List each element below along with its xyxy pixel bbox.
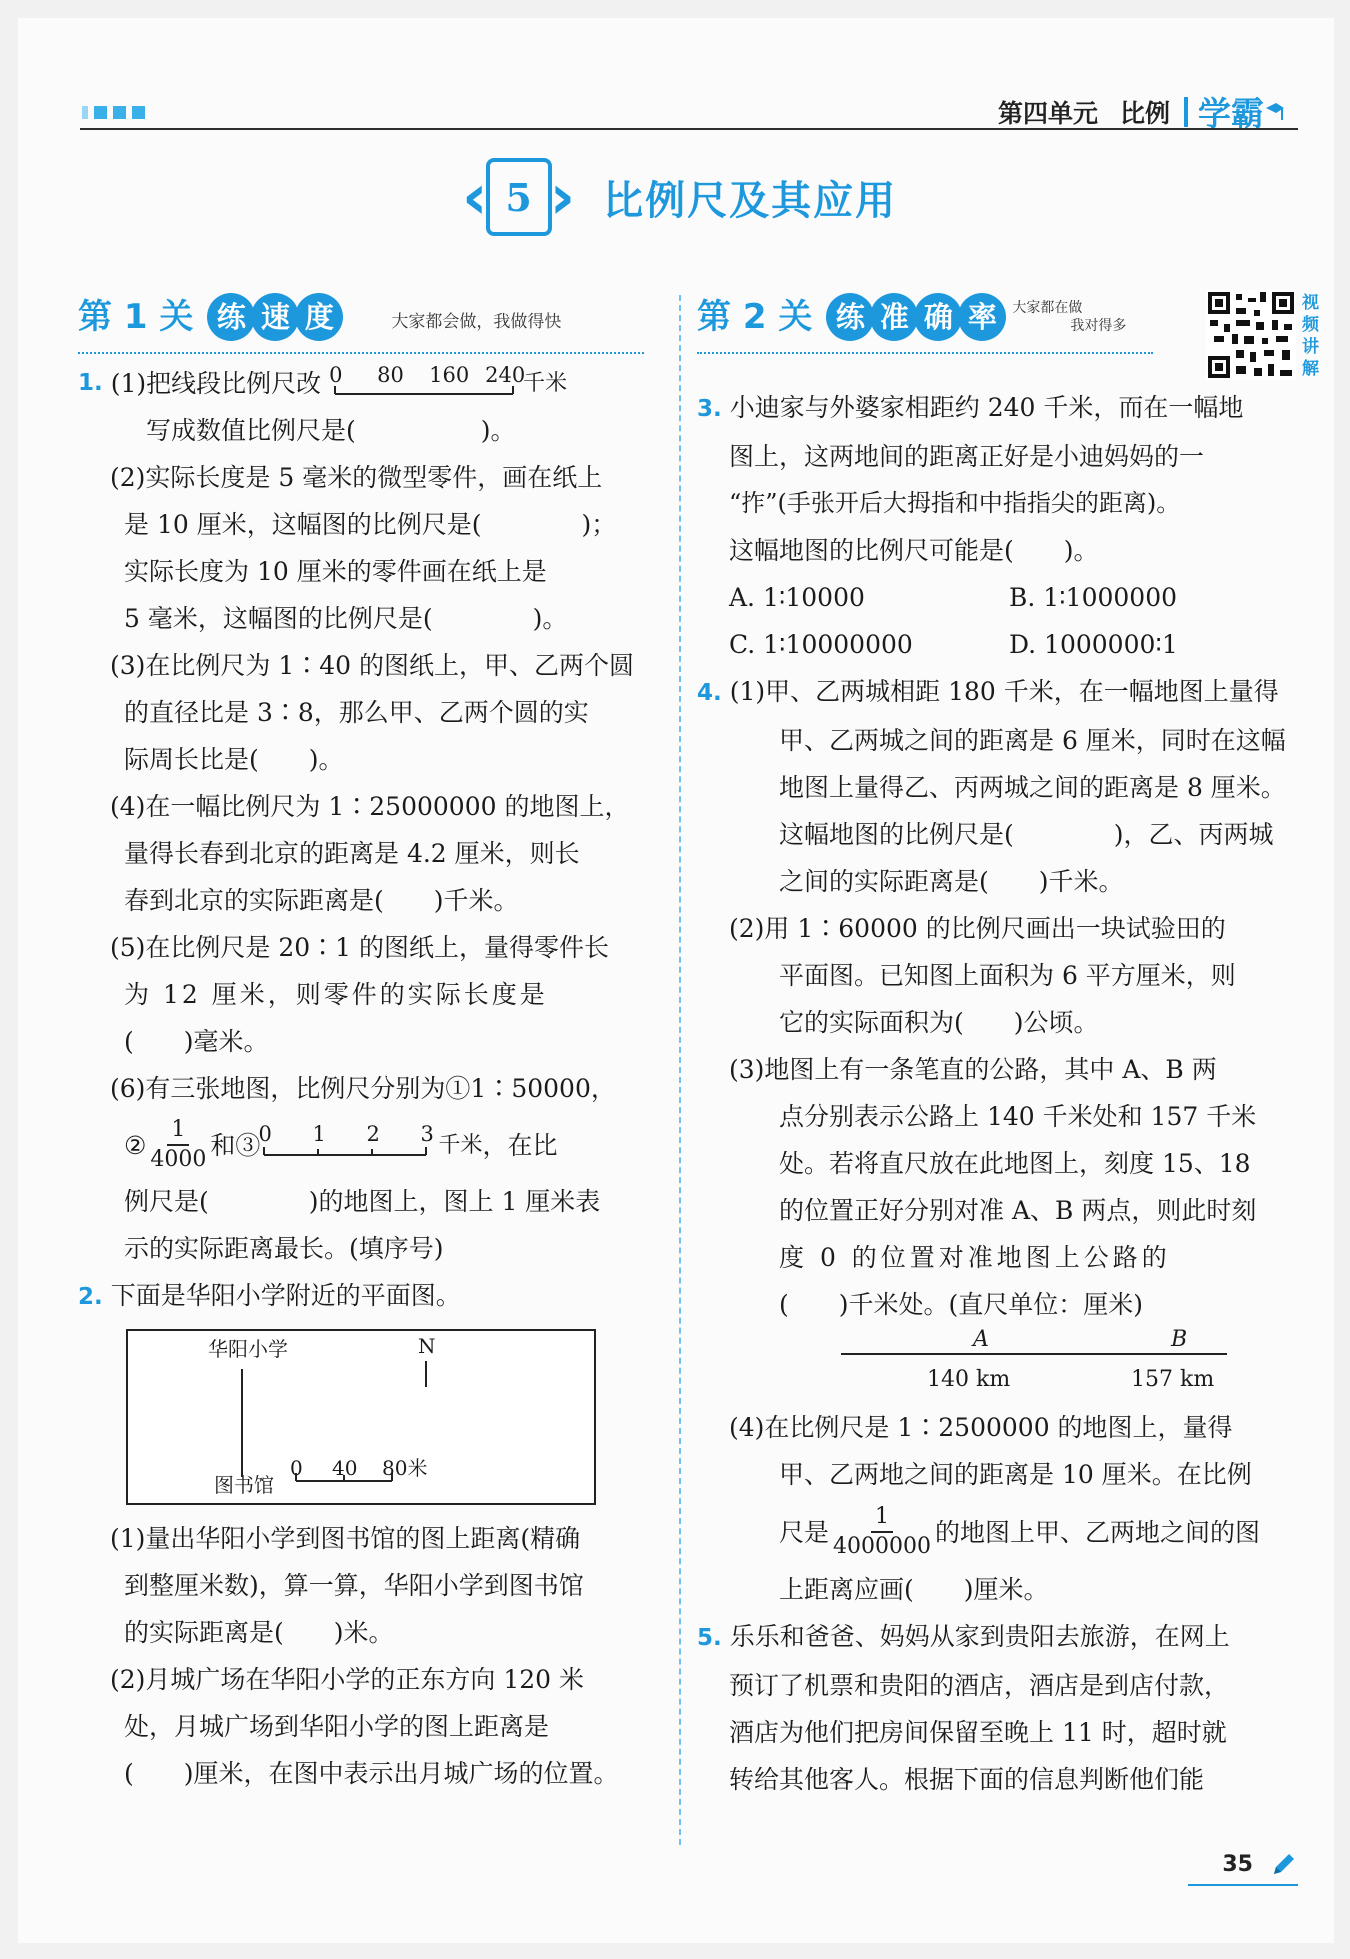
q3-line: 图上，这两地间的距离正好是小迪妈妈的一 [729,442,1205,471]
question-number: 2. [78,1284,103,1310]
q4-part3-line: 处。若将直尺放在此地图上，刻度 15、18 [779,1149,1251,1178]
q1-part1-text: (1)把线段比例尺改 [110,369,322,398]
road-diagram [841,1328,1297,1404]
scale-tick-label: 0 [329,362,343,387]
column-divider [679,295,681,1845]
section-2-slogan: 我对得多 [1070,318,1127,334]
point-a-label: A [973,1327,989,1352]
question-number: 4. [697,680,722,706]
video-explanation-label[interactable]: 视 频 讲 解 [1302,293,1319,379]
q5-line: 酒店为他们把房间保留至晚上 11 时，超时就 [729,1718,1227,1747]
section-1-header [78,286,668,348]
graduation-cap-icon [1264,100,1284,124]
q5-line: 转给其他客人。根据下面的信息判断他们能 [729,1765,1205,1794]
scale-unit: 千米 [438,1132,483,1158]
chevron-right-icon: › [549,160,576,233]
qr-code-icon[interactable] [1206,290,1296,380]
question-4: 4. (1)甲、乙两城相距 180 千米，在一幅地图上量得 甲、乙两城之间的距离是 6 厘米，同时在这幅 地图上量得乙、丙两城之间的距离是 8 厘米。 这幅地图的比例尺是( )，乙、丙两城 之间的实际距离是( )千米。 (2)用 1∶60000 的比例尺画出一块试验田的 平面图。已知图上面积为 6 平方厘米，则 它的实际面积为( )公顷。 (3)地图上有一条笔直的公路，其中 A、B 两 点分别表示公路上 140 千米处和 157 千米 处。若将直尺放在此地图上，刻度 15、18 的位置正好分别对准 A、B 两点，则此时刻 度 0 的位置对准地图上公路的 ( )千米处。(直尺单位：厘米) A B 140 km 157 km (4)在比例尺是 1∶2500000 的地图上，量得 甲、乙两地之间的距离是 10 厘米。在比例 尺是 $\frac{1}{4000000}$ 的地图上甲、乙两地之间的图 上距离应画( )厘米。 [697,668,1297,1613]
question-number: 1. [78,370,103,396]
lesson-title-text: 比例尺及其应用 [603,177,898,224]
chevron-left-icon: ‹ [462,160,488,233]
scale-tick-label: 240 [485,362,526,387]
q1-part6-line: 示的实际距离最长。(填序号) [124,1234,444,1263]
section-2-char: 准 [870,293,918,341]
section-2-slogan: 大家都在做 [1012,300,1083,316]
q2-part2-line: 处，月城广场到华阳小学的图上距离是 [124,1712,550,1741]
right-column [697,286,1297,1803]
question-number: 3. [697,396,722,422]
lesson-title [462,158,897,236]
q3-option-c: C. 1∶10000000 [729,630,913,659]
question-number: 5. [697,1625,722,1651]
north-arrow-label: N [418,1334,436,1358]
q4-part3-line: (3)地图上有一条笔直的公路，其中 A、B 两 [729,1055,1217,1084]
q2-part1-line: (1)量出华阳小学到图书馆的图上距离(精确 [110,1524,581,1553]
section-2-char: 练 [826,293,874,341]
section-2-gate: 第 2 关 [697,296,813,337]
circled-two: ② [124,1130,147,1160]
section-1-char: 度 [295,293,343,341]
section-1-char: 练 [207,293,255,341]
question-5 [697,1613,1297,1803]
q1-part2-line: 实际长度为 10 厘米的零件画在纸上是 [124,557,547,586]
lesson-number: 5 [486,158,552,236]
q1-part4-line: 春到北京的实际距离是( )千米。 [124,886,519,915]
topic-label: 比例 [1119,98,1170,128]
q2-part1-line: 的实际距离是( )米。 [124,1618,394,1647]
scale-unit: 千米 [523,371,568,396]
q2-intro: 下面是华阳小学附近的平面图。 [110,1281,461,1310]
q4-part4-line: 甲、乙两地之间的距离是 10 厘米。在比例 [779,1460,1252,1489]
q3-option-d: D. 1000000∶1 [1009,630,1178,659]
scale-tick-label: 160 [429,362,470,387]
q1-part2-line: (2)实际长度是 5 毫米的微型零件，画在纸上 [110,463,603,492]
left-column [78,286,668,1797]
q4-part4-line: (4)在比例尺是 1∶2500000 的地图上，量得 [729,1413,1233,1442]
q3-line: 小迪家与外婆家相距约 240 千米，而在一幅地 [729,393,1244,422]
scale-tick-label: 0 [290,1456,303,1480]
q1-part3-line: 的直径比是 3∶8，那么甲、乙两个圆的实 [124,698,589,727]
q1-part4-line: (4)在一幅比例尺为 1∶25000000 的地图上， [110,792,630,821]
scale-tick-label: 0 [258,1122,272,1146]
q4-part3-line: 的位置正好分别对准 A、B 两点，则此时刻 [779,1196,1257,1225]
scale-tick-label: 1 [312,1122,326,1146]
q4-part3-line: ( )千米处。(直尺单位：厘米) [779,1290,1144,1319]
q4-part1-line: 地图上量得乙、丙两城之间的距离是 8 厘米。 [779,773,1286,802]
q3-option-a: A. 1∶10000 [729,583,865,612]
q4-part1-line: 之间的实际距离是( )千米。 [779,867,1124,896]
header-decoration [82,104,151,123]
q2-part2-line: (2)月城广场在华阳小学的正东方向 120 米 [110,1665,585,1694]
map-school-label: 华阳小学 [208,1337,288,1361]
question-1: 1. (1)把线段比例尺改 0 80 160 240 千米 写成数值比例尺是( )。 (2)实际长度是 5 毫米的微型零件，画在纸上 是 10 厘米，这幅图的比例尺是( )； 实际长度为 10 厘米的零件画在纸上是 5 毫米，这幅图的比例尺是( )。 (3)在比例尺为 1∶40 的图纸上，甲、乙两个圆 的直径比是 3∶8，那么甲、乙两个圆的实 际周长比是( )。 (4)在一幅比例尺为 1∶25000000 的地图上， 量得长春到北京的距离是 4.2 厘米，则长 春到北京的实际距离是( )千米。 (5)在比例尺是 20∶1 的图纸上，量得零件长 为 12 厘米，则零件的实际长度是 ( )毫米。 (6)有三张地图，比例尺分别为①1∶50000， ② $\frac{1}{4000}$ 和③ 0 1 2 3 千米 ，在比 例尺是( )的地图上，图上 1 厘米表 示的实际距离最长。(填序号) [78,360,668,1272]
point-a-km: 140 km [927,1367,1011,1392]
fraction: $\frac{1}{4000000}$ [833,1504,931,1559]
header-rule [80,128,1298,130]
q1-part4-line: 量得长春到北京的距离是 4.2 厘米，则长 [124,839,580,868]
q4-part2-line: 平面图。已知图上面积为 6 平方厘米，则 [779,961,1236,990]
q1-part5-line: 为 12 厘米，则零件的实际长度是 [124,980,548,1009]
q4-part3-line: 度 0 的位置对准地图上公路的 [779,1243,1171,1272]
section-1-char: 速 [251,293,299,341]
q1-part1-answer: 写成数值比例尺是( )。 [146,416,516,445]
scale-tick-label: 40 [332,1456,358,1480]
q1-part2-line: 5 毫米，这幅图的比例尺是( )。 [124,604,568,633]
line-scale-2 [258,1122,434,1165]
unit-label: 第四单元 [997,98,1098,128]
section-2-char: 率 [958,293,1006,341]
q5-line: 预订了机票和贵阳的酒店，酒店是到店付款， [729,1671,1230,1700]
point-b-km: 157 km [1131,1367,1215,1392]
school-map [126,1329,596,1505]
q4-part2-line: (2)用 1∶60000 的比例尺画出一块试验田的 [729,914,1226,943]
map-library-label: 图书馆 [214,1473,274,1497]
q1-part6-line: 例尺是( )的地图上，图上 1 厘米表 [124,1187,601,1216]
point-b-label: B [1171,1327,1188,1352]
q2-part1-line: 到整厘米数)，算一算，华阳小学到图书馆 [124,1571,584,1600]
pencil-icon [1270,1852,1296,1878]
q4-part2-line: 它的实际面积为( )公顷。 [779,1008,1099,1037]
section-1-slogan: 大家都会做，我做得快 [391,311,562,332]
q3-option-b: B. 1∶1000000 [1009,583,1178,612]
scale-tick-label: 2 [366,1122,380,1146]
footer-rule [1188,1884,1298,1886]
q1-part3-line: 际周长比是( )。 [124,745,344,774]
q1-part3-line: (3)在比例尺为 1∶40 的图纸上，甲、乙两个圆 [110,651,635,680]
q4-part3-line: 点分别表示公路上 140 千米处和 157 千米 [779,1102,1257,1131]
q2-part2-line: ( )厘米，在图中表示出月城广场的位置。 [124,1759,619,1788]
scale-tick-label: 80 [377,362,404,387]
q4-part4-line: 上距离应画( )厘米。 [779,1575,1049,1604]
question-3 [697,384,1297,668]
scale-tick-label: 80米 [382,1456,428,1480]
and-three-label: 和③ [210,1130,261,1160]
q1-part6-line: (6)有三张地图，比例尺分别为①1∶50000， [110,1074,616,1103]
section-2-char: 确 [914,293,962,341]
q1-part2-line: 是 10 厘米，这幅图的比例尺是( )； [124,510,617,539]
line-scale-1 [329,362,526,404]
question-2 [78,1272,668,1797]
q5-line: 乐乐和爸爸、妈妈从家到贵阳去旅游，在网上 [729,1622,1230,1651]
q3-line: 这幅地图的比例尺可能是( )。 [729,536,1099,565]
q3-line: “拃”(手张开后大拇指和中指指尖的距离)。 [729,489,1181,517]
q1-part5-line: ( )毫米。 [124,1027,269,1056]
section-1-gate: 第 1 关 [78,296,194,337]
scale-tick-label: 3 [420,1122,434,1146]
q4-part1-line: (1)甲、乙两城相距 180 千米，在一幅地图上量得 [729,677,1279,706]
brand-logo: 学霸 [1198,94,1264,133]
q4-part1-line: 甲、乙两城之间的距离是 6 厘米，同时在这幅 [779,726,1286,755]
q1-part5-line: (5)在比例尺是 20∶1 的图纸上，量得零件长 [110,933,610,962]
page-number: 35 [1222,1852,1253,1877]
q4-part1-line: 这幅地图的比例尺是( )，乙、丙两城 [779,820,1274,849]
fraction: $\frac{1}{4000}$ [150,1117,207,1172]
